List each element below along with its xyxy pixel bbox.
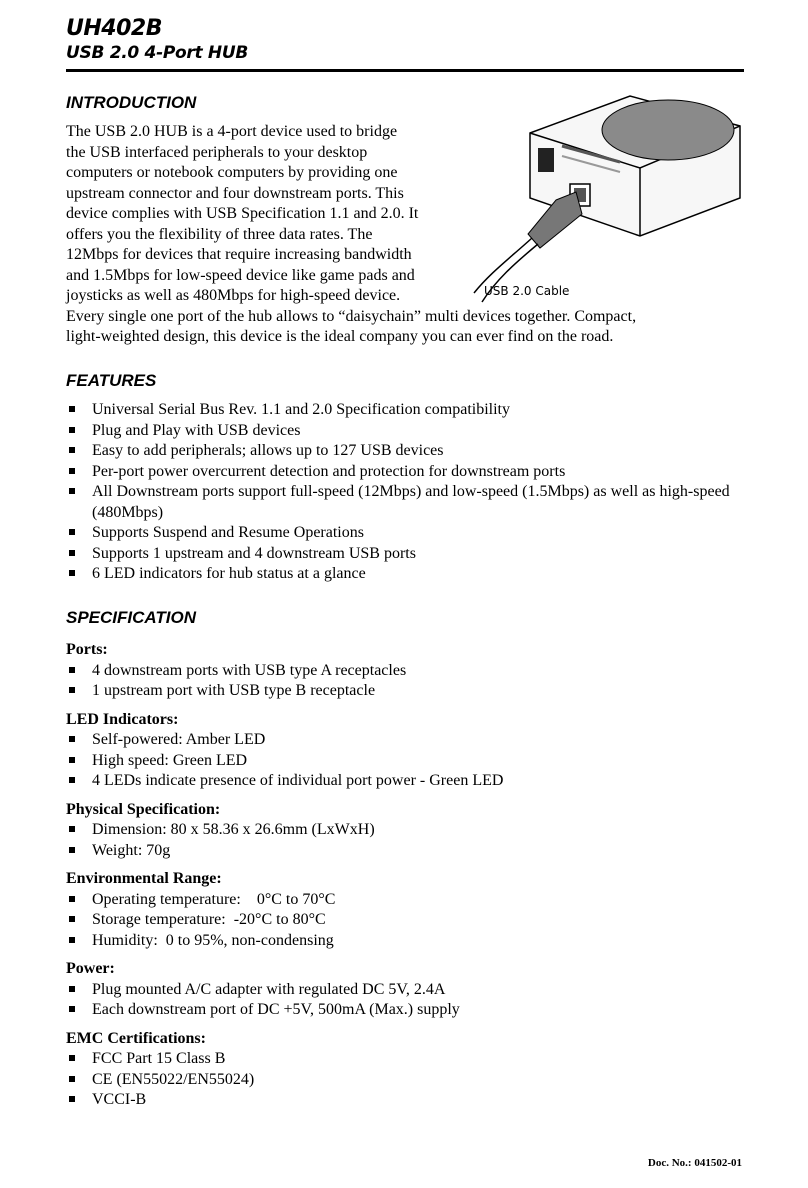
introduction-heading: INTRODUCTION	[66, 93, 197, 112]
spec-list	[66, 980, 746, 1021]
spec-text: Weight: 70g	[92, 841, 171, 859]
features-list	[66, 400, 746, 585]
list-item	[66, 1049, 746, 1070]
spec-list	[66, 890, 746, 952]
spec-group-title: Power:	[66, 960, 115, 977]
list-item	[66, 890, 746, 911]
list-item	[66, 482, 746, 523]
bullet-icon	[69, 406, 75, 412]
intro-line: the USB interfaced peripherals to your desktop	[66, 143, 368, 161]
feature-text: Supports Suspend and Resume Operations	[92, 524, 364, 541]
list-item	[66, 730, 746, 751]
bullet-icon	[69, 937, 75, 943]
spec-text: FCC Part 15 Class B	[92, 1050, 226, 1067]
list-item	[66, 681, 746, 702]
list-item	[66, 841, 746, 862]
spec-group-title: Ports:	[66, 641, 108, 658]
list-item	[66, 564, 746, 585]
intro-line: light-weighted design, this device is the ideal company you can ever find on the road.	[66, 328, 614, 345]
model-number: UH402B	[66, 16, 162, 41]
intro-line: computers or notebook computers by providing one	[66, 164, 398, 181]
intro-line: Every single one port of the hub allows to “daisychain” multi devices together. Compact,	[66, 307, 637, 325]
bullet-icon	[69, 1076, 75, 1082]
spec-list	[66, 1049, 746, 1111]
feature-text: Universal Serial Bus Rev. 1.1 and 2.0 Specification compatibility	[92, 401, 510, 418]
bullet-icon	[69, 826, 75, 832]
product-subtitle: USB 2.0 4-Port HUB	[66, 43, 248, 63]
list-item	[66, 544, 746, 565]
bullet-icon	[69, 550, 75, 556]
usb-cable-label: USB 2.0 Cable	[484, 284, 570, 298]
list-item	[66, 931, 746, 952]
bullet-icon	[69, 847, 75, 853]
list-item	[66, 910, 746, 931]
list-item	[66, 400, 746, 421]
features-heading: FEATURES	[66, 371, 157, 390]
document-number: Doc. No.: 041502-01	[647, 1157, 742, 1169]
bullet-icon	[69, 529, 75, 535]
header-rule	[66, 69, 744, 72]
list-item	[66, 421, 746, 442]
features-section	[66, 400, 746, 585]
feature-text: All Downstream ports support full-speed (12Mbps) and low-speed (1.5Mbps) as well as high-speed (480Mbps)	[92, 483, 730, 521]
bullet-icon	[69, 447, 75, 453]
intro-line: and 1.5Mbps for low-speed device like game pads and	[66, 266, 415, 284]
spec-text: Operating temperature: 0°C to 70°C	[92, 890, 336, 908]
bullet-icon	[69, 427, 75, 433]
specification-heading: SPECIFICATION	[66, 608, 197, 627]
intro-line: offers you the flexibility of three data rates. The	[66, 225, 373, 243]
bullet-icon	[69, 488, 75, 494]
spec-list	[66, 730, 746, 792]
list-item	[66, 1070, 746, 1091]
list-item	[66, 1090, 746, 1111]
intro-line: upstream connector and four downstream ports. This	[66, 184, 404, 202]
intro-line: 12Mbps for devices that require increasing bandwidth	[66, 246, 412, 263]
spec-group-title: EMC Certifications:	[66, 1029, 206, 1047]
feature-text: 6 LED indicators for hub status at a glance	[92, 565, 366, 582]
spec-text: Self-powered: Amber LED	[92, 731, 266, 748]
bullet-icon	[69, 1006, 75, 1012]
list-item	[66, 980, 746, 1001]
spec-group-title: Environmental Range:	[66, 870, 222, 887]
bullet-icon	[69, 570, 75, 576]
bullet-icon	[69, 736, 75, 742]
spec-group-title: LED Indicators:	[66, 710, 179, 728]
spec-text: 4 downstream ports with USB type A receptacles	[92, 661, 407, 679]
spec-text: 1 upstream port with USB type B receptacle	[92, 682, 376, 699]
spec-text: Each downstream port of DC +5V, 500mA (Max.) supply	[92, 1001, 460, 1018]
list-item	[66, 820, 746, 841]
bullet-icon	[69, 687, 75, 693]
spec-list	[66, 661, 746, 702]
spec-text: High speed: Green LED	[92, 751, 248, 769]
list-item	[66, 661, 746, 682]
bullet-icon	[69, 777, 75, 783]
introduction-text	[66, 122, 746, 348]
list-item	[66, 523, 746, 544]
bullet-icon	[69, 896, 75, 902]
bullet-icon	[69, 468, 75, 474]
feature-text: Per-port power overcurrent detection and protection for downstream ports	[92, 462, 566, 480]
spec-list	[66, 820, 746, 861]
bullet-icon	[69, 1096, 75, 1102]
intro-line: The USB 2.0 HUB is a 4-port device used to bridge	[66, 123, 398, 140]
spec-text: Dimension: 80 x 58.36 x 26.6mm (LxWxH)	[92, 821, 375, 838]
bullet-icon	[69, 667, 75, 673]
spec-text: Plug mounted A/C adapter with regulated DC 5V, 2.4A	[92, 980, 446, 998]
spec-text: VCCI-B	[92, 1091, 147, 1108]
bullet-icon	[69, 986, 75, 992]
bullet-icon	[69, 1055, 75, 1061]
document-header	[66, 16, 744, 64]
bullet-icon	[69, 916, 75, 922]
spec-group-title: Physical Specification:	[66, 800, 221, 818]
spec-text: Humidity: 0 to 95%, non-condensing	[92, 931, 334, 949]
list-item	[66, 441, 746, 462]
list-item	[66, 751, 746, 772]
list-item	[66, 462, 746, 483]
list-item	[66, 771, 746, 792]
bullet-icon	[69, 757, 75, 763]
intro-line: device complies with USB Specification 1.1 and 2.0. It	[66, 205, 419, 222]
feature-text: Supports 1 upstream and 4 downstream USB ports	[92, 544, 416, 562]
spec-text: CE (EN55022/EN55024)	[92, 1070, 255, 1088]
spec-text: 4 LEDs indicate presence of individual port power - Green LED	[92, 772, 504, 789]
feature-text: Plug and Play with USB devices	[92, 421, 301, 439]
specification-section	[66, 640, 746, 1111]
list-item	[66, 1000, 746, 1021]
intro-line: joysticks as well as 480Mbps for high-speed device.	[66, 287, 401, 304]
feature-text: Easy to add peripherals; allows up to 127 USB devices	[92, 442, 444, 459]
spec-text: Storage temperature: -20°C to 80°C	[92, 911, 326, 928]
